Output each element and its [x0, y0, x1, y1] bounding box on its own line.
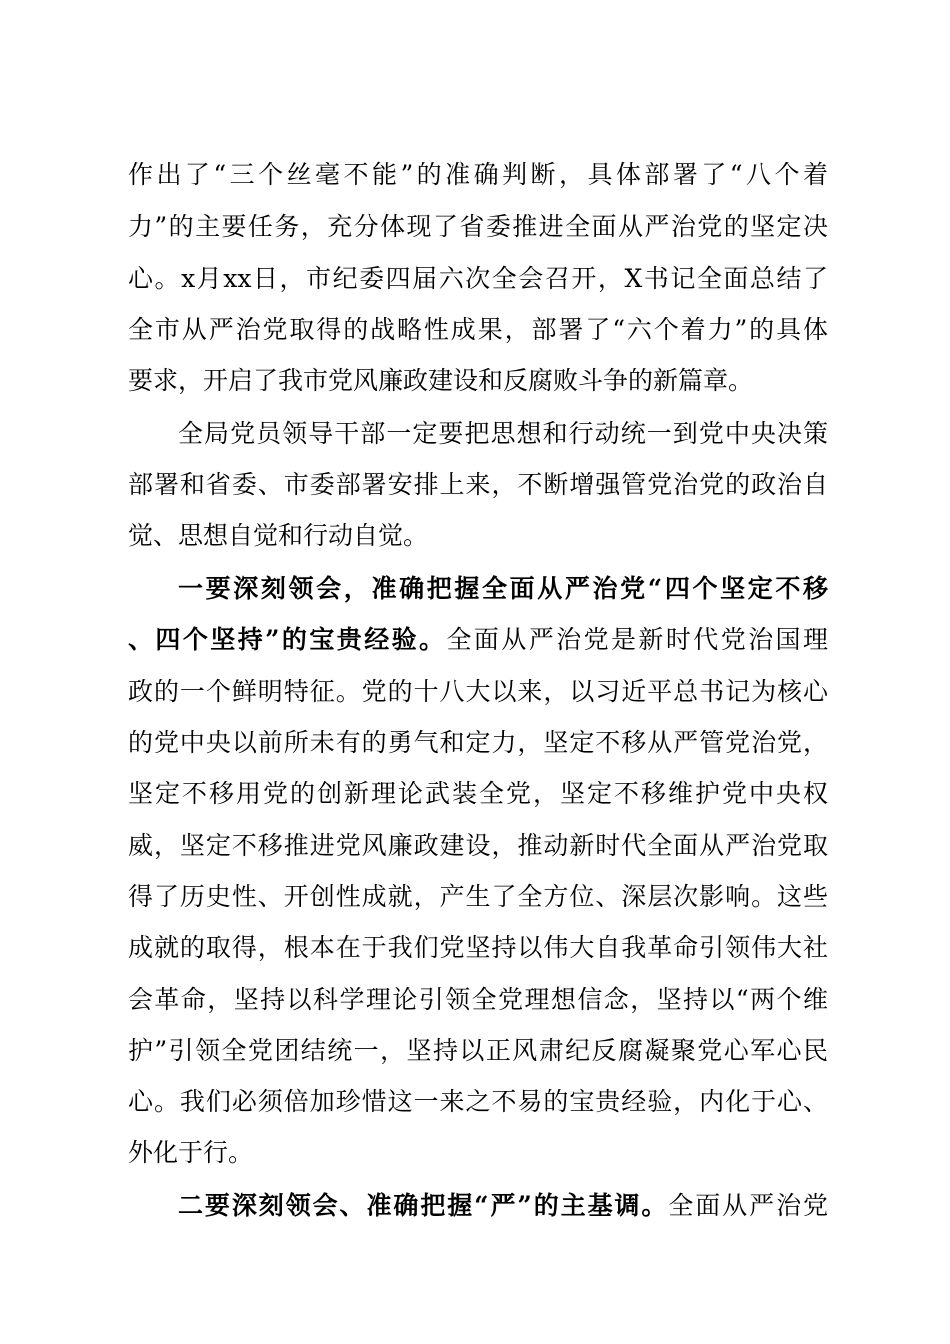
paragraph-3-line-2 [128, 620, 828, 660]
paragraph-1-line-1: 作出了“三个丝毫不能”的准确判断，具体部署了“八个着 [128, 160, 828, 189]
paragraph-2-line-1: 全局党员领导干部一定要把思想和行动统一到党中央决策 [178, 419, 828, 448]
paragraph-4-body-start: 全面从严治党 [668, 1191, 828, 1220]
paragraph-3-line-9: 会革命，坚持以科学理论引领全党理想信念，坚持以“两个维 [128, 985, 828, 1014]
paragraph-3-line-6: 威，坚定不移推进党风廉政建设，推动新时代全面从严治党取 [128, 831, 828, 860]
paragraph-1-line-3: 心。x月xx日，市纪委四届六次全会召开，X书记全面总结了 [128, 264, 828, 293]
paragraph-3-line-10: 护”引领全党团结统一，坚持以正风肃纪反腐凝聚党心军心民 [128, 1036, 828, 1065]
paragraph-1-line-5: 要求，开启了我市党风廉政建设和反腐败斗争的新篇章。 [128, 366, 754, 395]
paragraph-3-body-start: 全面从严治党是新时代党治国理 [446, 625, 828, 654]
paragraph-2-line-3: 觉、思想自觉和行动自觉。 [128, 521, 429, 550]
paragraph-3-line-11: 心。我们必须倍加珍惜这一来之不易的宝贵经验，内化于心、 [128, 1087, 828, 1116]
paragraph-1-line-4: 全市从严治党取得的战略性成果，部署了“六个着力”的具体 [128, 315, 828, 344]
paragraph-3-line-1: 一要深刻领会，准确把握全面从严治党“四个坚定不移 [178, 574, 828, 603]
paragraph-3-line-5: 坚定不移用党的创新理论武装全党，坚定不移维护党中央权 [128, 779, 828, 808]
paragraph-1-line-2: 力”的主要任务，充分体现了省委推进全面从严治党的坚定决 [128, 212, 828, 241]
paragraph-4-line-1 [178, 1186, 828, 1226]
paragraph-3-line-3: 政的一个鲜明特征。党的十八大以来，以习近平总书记为核心 [128, 677, 828, 706]
paragraph-2-line-2: 部署和省委、市委部署安排上来，不断增强管党治党的政治自 [128, 470, 828, 499]
paragraph-3-line-7: 得了历史性、开创性成就，产生了全方位、深层次影响。这些 [128, 882, 828, 911]
paragraph-3-line-12: 外化于行。 [128, 1138, 254, 1167]
paragraph-3-line-8: 成就的取得，根本在于我们党坚持以伟大自我革命引领伟大社 [128, 933, 828, 962]
paragraph-3-heading-tail: 、四个坚持”的宝贵经验。 [128, 625, 447, 654]
paragraph-4-heading: 二要深刻领会、准确把握“严”的主基调。 [178, 1191, 669, 1220]
paragraph-3-line-4: 的党中央以前所未有的勇气和定力，坚定不移从严管党治党， [128, 728, 828, 757]
